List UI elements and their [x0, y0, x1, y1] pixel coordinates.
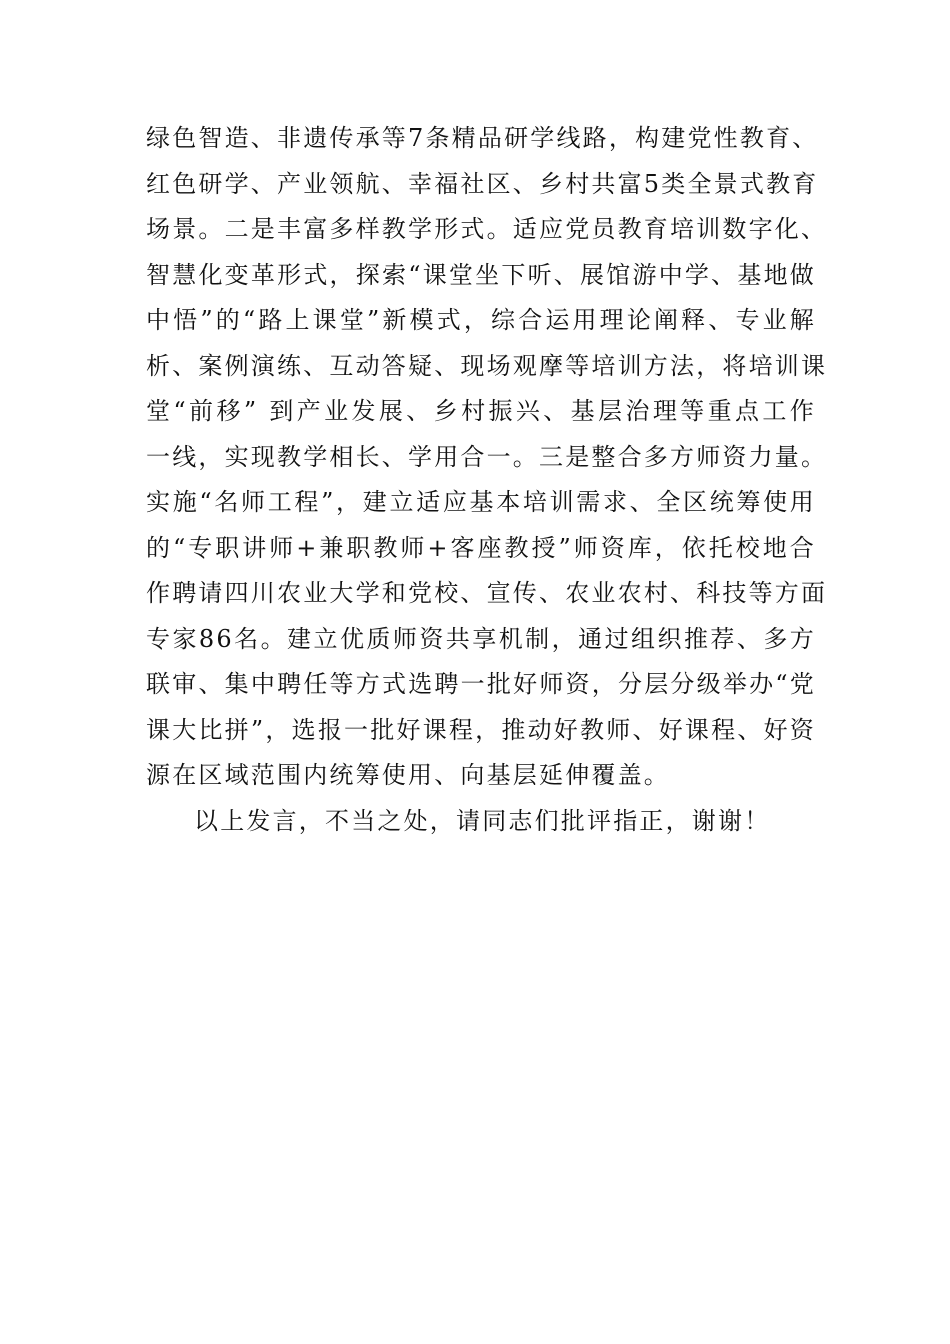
paragraph-line: 专家86名。建立优质师资共享机制，通过组织推荐、多方: [146, 624, 816, 653]
paragraph-line: 一线，实现教学相长、学用合一。三是整合多方师资力量。: [146, 442, 828, 471]
body-text: [146, 116, 828, 844]
paragraph-line: 的“专职讲师+兼职教师+客座教授”师资库，依托校地合: [146, 533, 816, 562]
paragraph-line: 智慧化变革形式，探索“课堂坐下听、展馆游中学、基地做: [146, 260, 816, 289]
paragraph-line: 课大比拼”，选报一批好课程，推动好教师、好课程、好资: [146, 715, 816, 744]
paragraph-line: 作聘请四川农业大学和党校、宣传、农业农村、科技等方面: [146, 579, 828, 607]
paragraph-line: 堂“前移” 到产业发展、乡村振兴、基层治理等重点工作: [146, 397, 816, 425]
paragraph-line: 实施“名师工程”，建立适应基本培训需求、全区统筹使用: [146, 488, 816, 516]
paragraph-line: 联审、集中聘任等方式选聘一批好师资，分层分级举办“党: [146, 670, 816, 698]
closing-remark: 以上发言，不当之处，请同志们批评指正，谢谢！: [194, 806, 771, 835]
paragraph-line: 场景。二是丰富多样教学形式。适应党员教育培训数字化、: [146, 215, 828, 243]
paragraph-line: 中悟”的“路上课堂”新模式，综合运用理论阐释、专业解: [146, 306, 816, 334]
paragraph-line: 绿色智造、非遗传承等7条精品研学线路，构建党性教育、: [146, 124, 819, 152]
paragraph-line: 红色研学、产业领航、幸福社区、乡村共富5类全景式教育: [146, 169, 819, 198]
paragraph-line: 析、案例演练、互动答疑、现场观摩等培训方法，将培训课: [146, 351, 828, 380]
paragraph-line: 源在区域范围内统筹使用、向基层延伸覆盖。: [146, 761, 670, 789]
